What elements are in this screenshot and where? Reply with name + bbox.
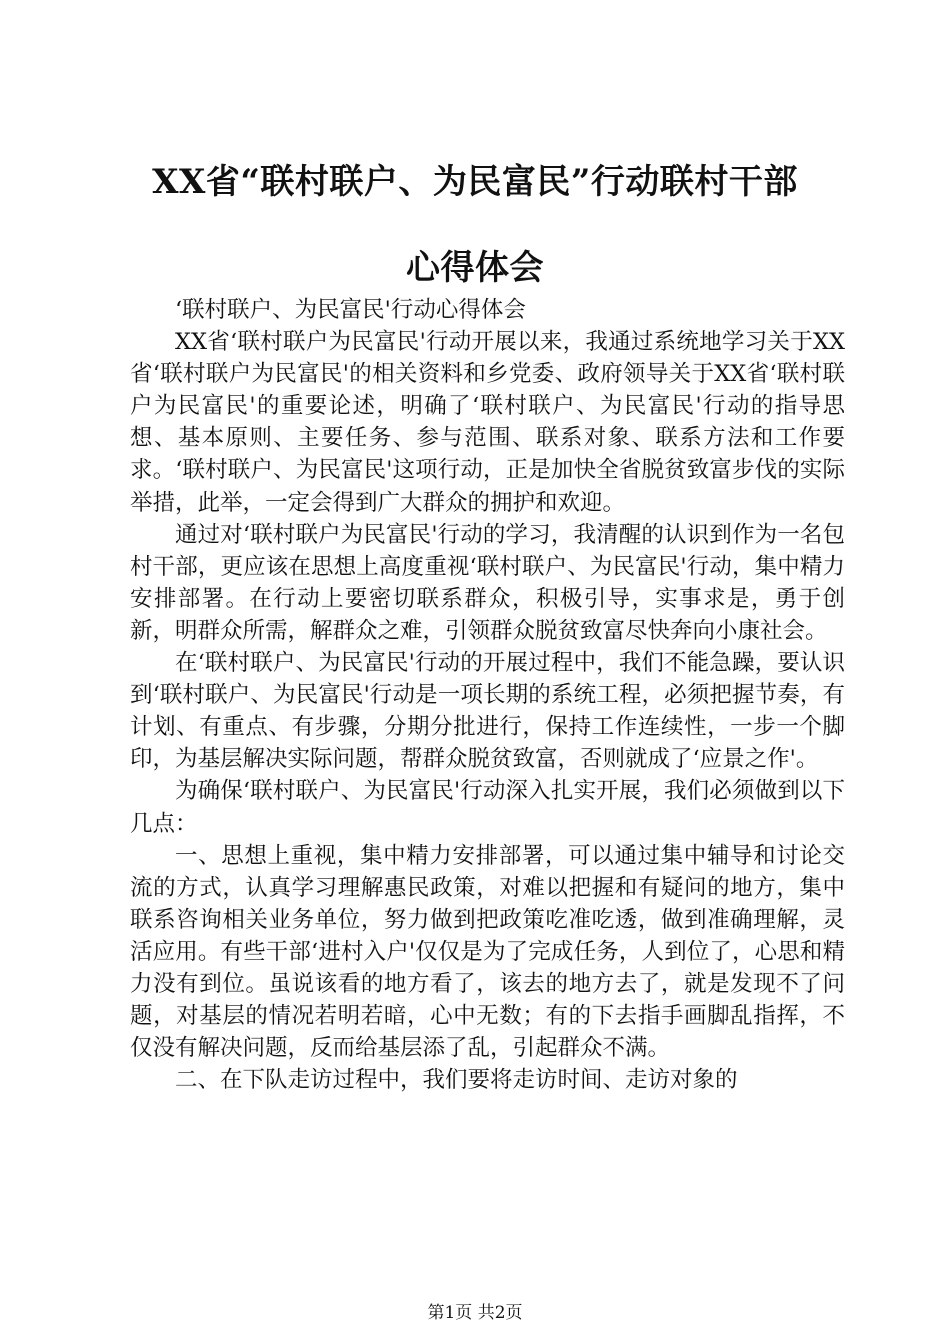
paragraph: 一、思想上重视，集中精力安排部署，可以通过集中辅导和讨论交流的方式，认真学习理解惠民政策，对难以把握和有疑问的地方，集中联系咨询相关业务单位，努力做到把政策吃准吃透，做到准确理解，灵活应用。有些干部‘进村入户'仅仅是为了完成任务，人到位了，心思和精力没有到位。虽说该看的地方看了，该去的地方去了，就是发现不了问题，对基层的情况若明若暗，心中无数；有的下去指手画脚乱指挥，不仅没有解决问题，反而给基层添了乱，引起群众不满。 — [130, 842, 845, 1062]
paragraph: 通过对‘联村联户为民富民'行动的学习，我清醒的认识到作为一名包村干部，更应该在思想上高度重视‘联村联户、为民富民'行动，集中精力安排部署。在行动上要密切联系群众，积极引导，实事求是，勇于创新，明群众所需，解群众之难，引领群众脱贫致富尽快奔向小康社会。 — [130, 521, 845, 644]
paragraph: ‘联村联户、为民富民'行动心得体会 — [175, 297, 526, 323]
paragraph: 在‘联村联户、为民富民'行动的开展过程中，我们不能急躁，要认识到‘联村联户、为民富民'行动是一项长期的系统工程，必须把握节奏，有计划、有重点、有步骤，分期分批进行，保持工作连续性，一步一个脚印，为基层解决实际问题，帮群众脱贫致富，否则就成了‘应景之作'。 — [130, 650, 845, 773]
page-footer: 第1页 共2页 — [427, 1303, 523, 1323]
document-title-line1: XX省“联村联户、为民富民”行动联村干部 — [152, 162, 798, 202]
paragraph: 二、在下队走访过程中，我们要将走访时间、走访对象的 — [175, 1067, 738, 1094]
paragraph: XX省‘联村联户为民富民'行动开展以来，我通过系统地学习关于XX省‘联村联户为民富民'的相关资料和乡党委、政府领导关于XX省‘联村联户为民富民'的重要论述，明确了‘联村联户、为民富民'行动的指导思想、基本原则、主要任务、参与范围、联系对象、联系方法和工作要求。‘联村联户、为民富民'这项行动，正是加快全省脱贫致富步伐的实际举措，此举，一定会得到广大群众的拥护和欢迎。 — [130, 329, 845, 516]
document-body — [130, 294, 845, 1096]
document-title-line2: 心得体会 — [406, 248, 544, 288]
paragraph: 为确保‘联村联户、为民富民'行动深入扎实开展，我们必须做到以下几点： — [130, 778, 845, 837]
